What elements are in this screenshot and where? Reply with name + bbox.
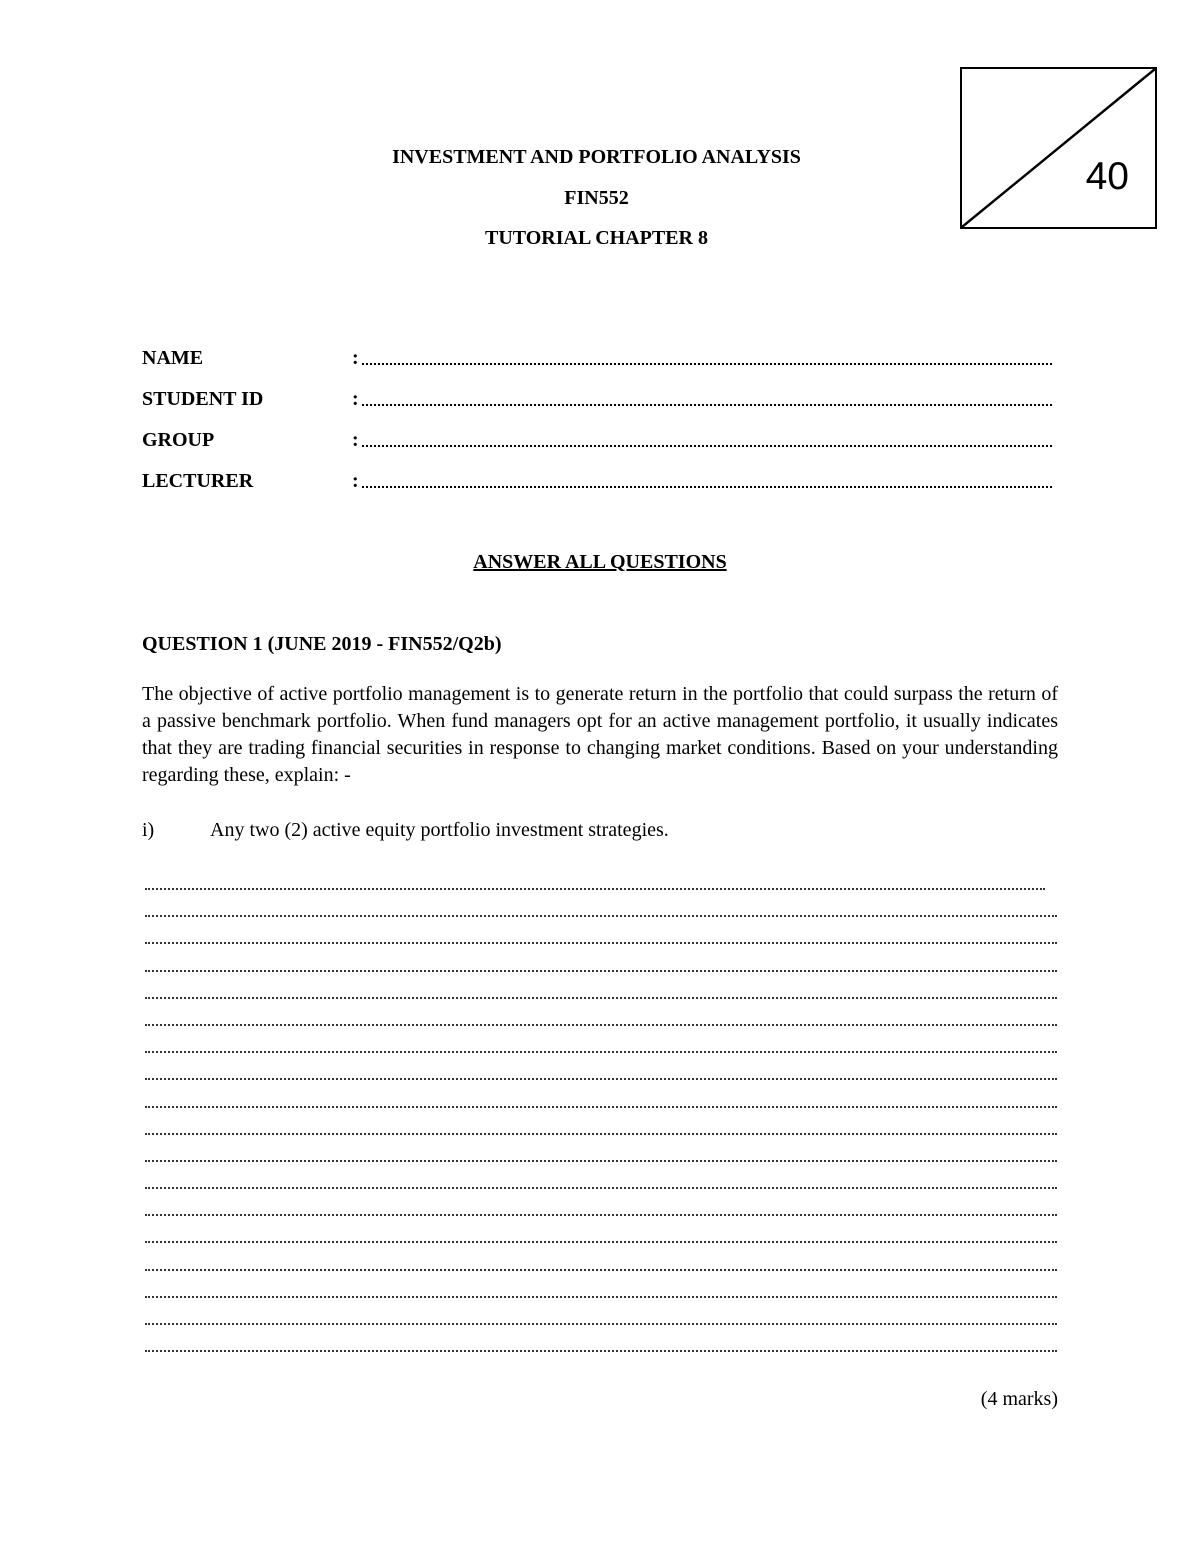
course-title: INVESTMENT AND PORTFOLIO ANALYSIS xyxy=(392,146,801,168)
sub-question-number: i) xyxy=(142,819,155,841)
group-dotted-line xyxy=(362,445,1052,447)
answer-line[interactable] xyxy=(145,1319,1057,1346)
lecturer-label: LECTURER xyxy=(142,470,254,492)
answer-line[interactable] xyxy=(145,993,1057,1020)
lecturer-colon: : xyxy=(352,470,359,492)
answer-line[interactable] xyxy=(145,1292,1057,1319)
group-colon: : xyxy=(352,429,359,451)
tutorial-title: TUTORIAL CHAPTER 8 xyxy=(484,227,708,249)
answer-line[interactable] xyxy=(145,1183,1057,1210)
name-label: NAME xyxy=(142,347,204,369)
answer-line[interactable] xyxy=(145,1156,1057,1183)
course-code: FIN552 xyxy=(564,187,629,209)
answer-line[interactable] xyxy=(145,966,1057,993)
answer-line[interactable] xyxy=(145,1210,1057,1237)
instruction-heading: ANSWER ALL QUESTIONS xyxy=(473,551,727,573)
answer-line[interactable] xyxy=(145,884,1057,911)
marks-allocation: (4 marks) xyxy=(980,1388,1058,1410)
answer-area[interactable] xyxy=(145,884,1057,1373)
answer-line[interactable] xyxy=(145,938,1057,965)
answer-line[interactable] xyxy=(145,1102,1057,1129)
answer-line[interactable] xyxy=(145,1020,1057,1047)
name-field[interactable] xyxy=(352,346,1052,370)
answer-line[interactable] xyxy=(145,1346,1057,1373)
question-title: QUESTION 1 (JUNE 2019 - FIN552/Q2b) xyxy=(142,633,502,655)
lecturer-field[interactable] xyxy=(352,469,1052,493)
question-body: The objective of active portfolio management is to generate return in the portfolio that could surpass the return of a passive benchmark portfolio. When fund managers opt for an active management portfolio, it usually indicates that they are trading financial securities in response to changing market conditions. Based on your understanding regarding these, explain: - xyxy=(142,683,1058,786)
score-total: 40 xyxy=(1085,155,1129,198)
group-field[interactable] xyxy=(352,428,1052,452)
student-id-colon: : xyxy=(352,388,359,410)
answer-line[interactable] xyxy=(145,1237,1057,1264)
sub-question-text: Any two (2) active equity portfolio investment strategies. xyxy=(210,819,669,841)
answer-line[interactable] xyxy=(145,1047,1057,1074)
name-colon: : xyxy=(352,347,359,369)
answer-line[interactable] xyxy=(145,1129,1057,1156)
name-dotted-line xyxy=(362,363,1052,365)
student-id-field[interactable] xyxy=(352,387,1052,411)
answer-line[interactable] xyxy=(145,911,1057,938)
answer-line[interactable] xyxy=(145,1074,1057,1101)
student-id-dotted-line xyxy=(362,404,1052,406)
lecturer-dotted-line xyxy=(362,486,1052,488)
group-label: GROUP xyxy=(142,429,215,451)
answer-line[interactable] xyxy=(145,1265,1057,1292)
student-id-label: STUDENT ID xyxy=(142,388,264,410)
